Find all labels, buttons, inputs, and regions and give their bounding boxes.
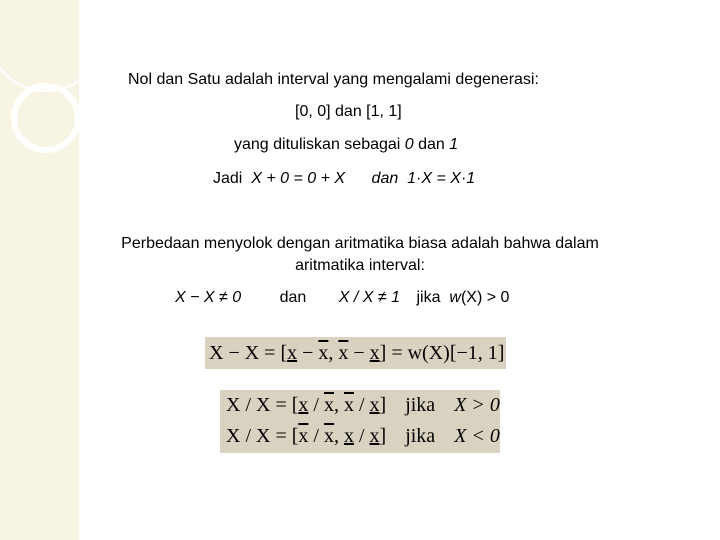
- inequality-line: X − X ≠ 0 dan X / X ≠ 1 jika w(X) > 0: [175, 289, 510, 306]
- additive-identity: X + 0 = 0 + X: [251, 170, 346, 187]
- formula-division-row-positive: $X / X = [x / \overline{x}$, $\overline{x} / x$] jika X > 0: [226, 394, 500, 416]
- formula-division-row-negative: $X / X = [\overline{x} / \overline{x}$, x / x] jika X < 0: [226, 425, 500, 447]
- difference-paragraph-line1: Perbedaan menyolok dengan aritmatika biasa adalah bahwa dalam: [121, 235, 599, 252]
- notation-line: yang dituliskan sebagai 0 dan 1: [234, 136, 459, 153]
- degenerate-intervals: [0, 0] dan [1, 1]: [295, 103, 402, 120]
- difference-paragraph-line2: aritmatika interval:: [295, 257, 425, 274]
- formula-division: [220, 390, 500, 453]
- multiplicative-identity: 1·X = X·1: [407, 170, 476, 187]
- formula-subtraction: $X - X = [x - \overline{x}$, $\overline{x} - x] = w(X)[-1$, 1]: [205, 337, 506, 369]
- decorative-circles: [0, 0, 150, 200]
- jadi-line: Jadi X + 0 = 0 + X dan 1·X = X·1: [213, 170, 476, 187]
- intro-line: Nol dan Satu adalah interval yang mengalami degenerasi:: [128, 71, 539, 88]
